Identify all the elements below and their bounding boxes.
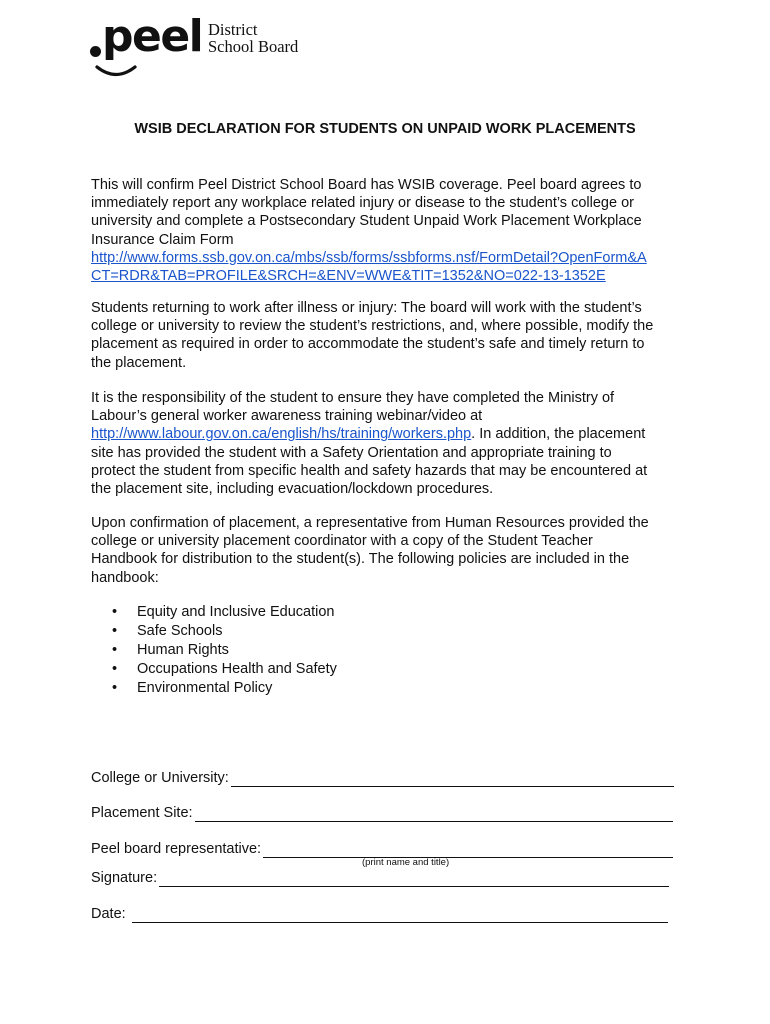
bullet-icon: • [112, 661, 118, 677]
bullet-icon: • [112, 604, 118, 620]
document-title: WSIB DECLARATION FOR STUDENTS ON UNPAID WORK PLACEMENTS [134, 121, 636, 137]
list-item [112, 603, 337, 622]
logo-dot [90, 46, 101, 57]
representative-label: Peel board representative: [91, 841, 262, 857]
text-line: Students returning to work after illness or injury: The board will work with the student’s [91, 300, 642, 316]
college-field [91, 769, 674, 787]
policies-list [112, 603, 337, 698]
bullet-icon: • [112, 642, 118, 658]
text-fragment: . In addition, the placement [471, 426, 646, 443]
text-line: the placement. [91, 354, 187, 371]
representative-hint: (print name and title) [362, 857, 450, 868]
claim-form-link[interactable] [91, 249, 691, 285]
logo-board-name [208, 21, 298, 55]
text-line: Upon confirmation of placement, a representative from Human Resources provided the [91, 515, 649, 531]
text-line: Labour’s general worker awareness training webinar/video at [91, 408, 483, 425]
text-line: This will confirm Peel District School Board has WSIB coverage. Peel board agrees to [91, 177, 642, 193]
date-label: Date: [91, 906, 130, 922]
signature-input-line[interactable] [159, 872, 669, 887]
signature-label: Signature: [91, 870, 158, 886]
list-item [112, 679, 337, 698]
text-line: college or university to review the student’s restrictions, and, where possible, modify the [91, 318, 654, 335]
text-line: It is the responsibility of the student to ensure they have completed the Ministry of [91, 390, 615, 406]
policy-label: Human Rights [137, 642, 229, 658]
placement-site-input-line[interactable] [195, 807, 673, 822]
link-line[interactable]: CT=RDR&TAB=PROFILE&SRCH=&ENV=WWE&TIT=1352&NO=022-13-1352E [91, 268, 606, 285]
link-line[interactable]: http://www.forms.ssb.gov.on.ca/mbs/ssb/forms/ssbforms.nsf/FormDetail?OpenForm&A [91, 249, 647, 266]
policy-label: Environmental Policy [137, 680, 273, 696]
date-input-line[interactable] [132, 908, 668, 923]
return-to-work-paragraph [91, 299, 691, 372]
college-label: College or University: [91, 770, 229, 786]
text-line: immediately report any workplace related injury or disease to the student’s college or [91, 195, 634, 212]
text-line [91, 425, 691, 443]
text-line: placement as required in order to accommodate the student’s safe and timely return to [91, 336, 645, 353]
text-line: university and complete a Postsecondary Student Unpaid Work Placement Workplace [91, 213, 642, 230]
list-item [112, 660, 337, 679]
text-line: handbook: [91, 569, 159, 586]
peel-logo [88, 11, 328, 76]
responsibility-paragraph [91, 389, 691, 498]
college-input-line[interactable] [231, 772, 674, 787]
representative-input-line[interactable] [263, 843, 673, 858]
text-line: Insurance Claim Form [91, 231, 234, 248]
date-field [91, 905, 668, 923]
logo-line-school-board: School Board [208, 37, 299, 56]
list-item [112, 641, 337, 660]
bullet-icon: • [112, 680, 118, 696]
text-line: protect the student from specific health and safety hazards that may be encountered at [91, 462, 648, 479]
logo-line-district: District [208, 20, 258, 39]
text-line: Handbook for distribution to the student(s). The following policies are included in the [91, 551, 630, 568]
placement-site-label: Placement Site: [91, 805, 193, 821]
signature-field [91, 869, 669, 887]
smile-icon [94, 64, 138, 80]
wsib-coverage-paragraph [91, 176, 691, 285]
text-line: the placement site, including evacuation/lockdown procedures. [91, 481, 494, 498]
text-line: college or university placement coordinator with a copy of the Student Teacher [91, 533, 593, 550]
policy-label: Safe Schools [137, 623, 223, 639]
placement-site-field [91, 804, 673, 822]
logo-wordmark: peel [102, 11, 203, 62]
policy-label: Equity and Inclusive Education [137, 604, 335, 620]
handbook-paragraph [91, 514, 691, 587]
policy-label: Occupations Health and Safety [137, 661, 337, 677]
representative-field [91, 840, 673, 858]
text-line: site has provided the student with a Safety Orientation and appropriate training to [91, 444, 612, 461]
labour-training-link[interactable]: http://www.labour.gov.on.ca/english/hs/training/workers.php [91, 426, 472, 443]
bullet-icon: • [112, 623, 118, 639]
list-item [112, 622, 337, 641]
